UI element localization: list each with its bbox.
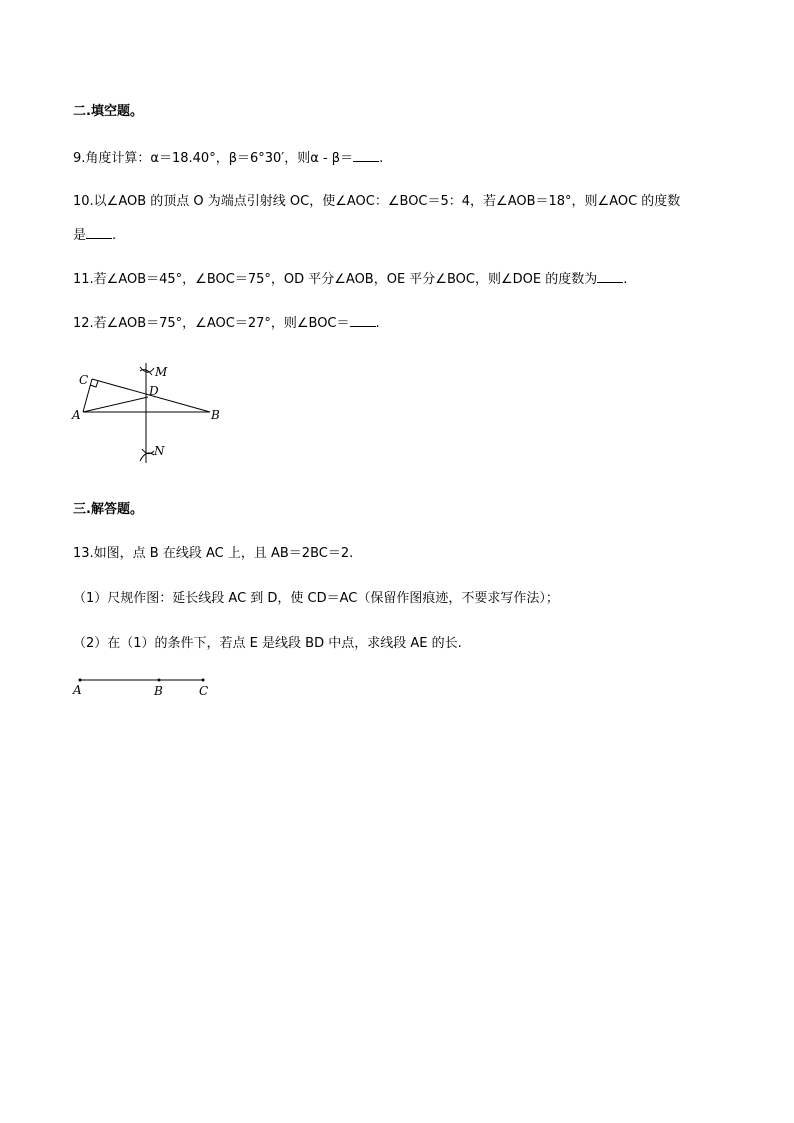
question-9: [73, 149, 383, 168]
figure-segment-abc: [65, 670, 225, 702]
point-c: [202, 679, 205, 682]
question-11-text: 11.若∠AOB＝45°，∠BOC＝75°，OD 平分∠AOB，OE 平分∠BOC，则∠DOE 的度数为: [73, 272, 598, 287]
segment-ad: [83, 397, 148, 412]
label-m: M: [155, 365, 168, 379]
question-12: [73, 314, 380, 333]
question-10-line1: 10.以∠AOB 的顶点 O 为端点引射线 OC，使∠AOC：∠BOC＝5：4，若∠AOB＝18°，则∠AOC 的度数: [73, 194, 681, 209]
answer-blank: [350, 314, 376, 327]
point-a: [79, 679, 82, 682]
question-11-end: .: [623, 272, 628, 287]
label-c: C: [79, 373, 89, 387]
question-10-line2: [73, 226, 116, 245]
answer-blank: [86, 226, 112, 239]
label-a: A: [72, 408, 81, 422]
question-13-part2: （2）在（1）的条件下，若点 E 是线段 BD 中点，求线段 AE 的长.: [73, 636, 462, 651]
label-b: B: [154, 684, 163, 698]
question-9-text: 9.角度计算：α＝18.40°，β＝6°30′，则α - β＝: [73, 151, 354, 166]
point-b: [158, 679, 161, 682]
label-b: B: [211, 408, 220, 422]
section3-heading: 三.解答题。: [73, 502, 143, 517]
question-10-line2-text: 是: [73, 228, 87, 243]
question-9-end: .: [379, 151, 384, 166]
section2-heading: 二.填空题。: [73, 104, 143, 119]
question-10-end: .: [112, 228, 117, 243]
label-n: N: [154, 444, 165, 458]
question-13-part1: （1）尺规作图：延长线段 AC 到 D，使 CD＝AC（保留作图痕迹，不要求写作法）；: [73, 591, 559, 606]
label-d: D: [149, 384, 159, 398]
question-11: [73, 270, 627, 289]
answer-blank: [353, 149, 379, 162]
question-12-end: .: [375, 316, 380, 331]
question-12-text: 12.若∠AOB＝75°，∠AOC＝27°，则∠BOC＝: [73, 316, 350, 331]
construction-arc-n: [140, 453, 154, 461]
label-c: C: [199, 684, 209, 698]
label-a: A: [73, 683, 82, 697]
figure-triangle-bisector: [60, 355, 240, 470]
question-13-stem: 13.如图，点 B 在线段 AC 上，且 AB＝2BC＝2.: [73, 546, 354, 561]
answer-blank: [597, 270, 623, 283]
